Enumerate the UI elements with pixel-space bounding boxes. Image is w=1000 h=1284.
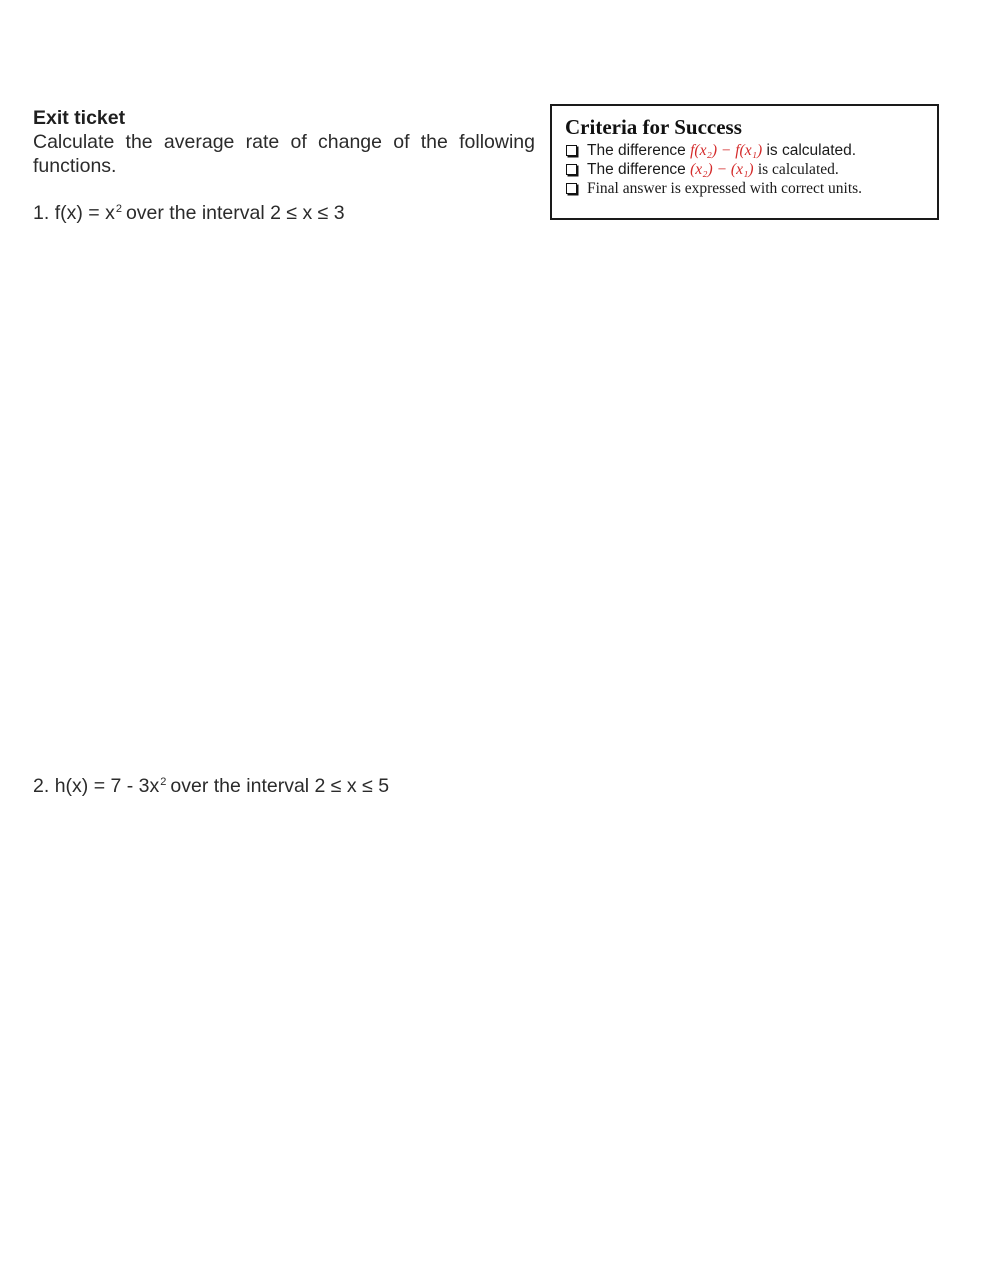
question-2-number: 2.	[33, 775, 50, 797]
question-2-exponent: 2	[160, 776, 167, 788]
criteria-item-3-text: Final answer is expressed with correct units.	[587, 180, 863, 197]
question-1-function: f(x) = x	[54, 202, 115, 224]
instructions-text: Calculate the average rate of change of the following functions.	[33, 131, 535, 177]
checkbox-icon	[566, 164, 577, 175]
criteria-item-2	[565, 160, 937, 179]
criteria-item-2-formula: (x₂) − (x₁)	[690, 161, 754, 178]
question-1-exponent: 2	[115, 203, 122, 215]
question-2	[33, 774, 389, 798]
criteria-for-success-box	[550, 104, 939, 220]
checkbox-icon	[566, 183, 577, 194]
question-1-interval: over the interval 2 ≤ x ≤ 3	[125, 202, 345, 224]
page-title: Exit ticket	[33, 107, 126, 129]
question-1	[33, 201, 345, 225]
criteria-item-3	[565, 179, 937, 198]
criteria-item-1	[565, 141, 937, 160]
question-2-interval: over the interval 2 ≤ x ≤ 5	[170, 775, 390, 797]
criteria-item-2-prefix: The difference	[587, 161, 686, 178]
worksheet-header	[33, 106, 535, 178]
criteria-item-1-suffix: is calculated.	[766, 142, 857, 159]
question-2-function: h(x) = 7 - 3x	[54, 775, 160, 797]
question-1-number: 1.	[33, 202, 50, 224]
criteria-item-1-formula: f(x₂) − f(x₁)	[690, 142, 763, 159]
checkbox-icon	[566, 145, 577, 156]
criteria-item-1-prefix: The difference	[587, 142, 686, 159]
criteria-title: Criteria for Success	[565, 115, 742, 139]
criteria-item-2-suffix: is calculated.	[757, 161, 839, 178]
